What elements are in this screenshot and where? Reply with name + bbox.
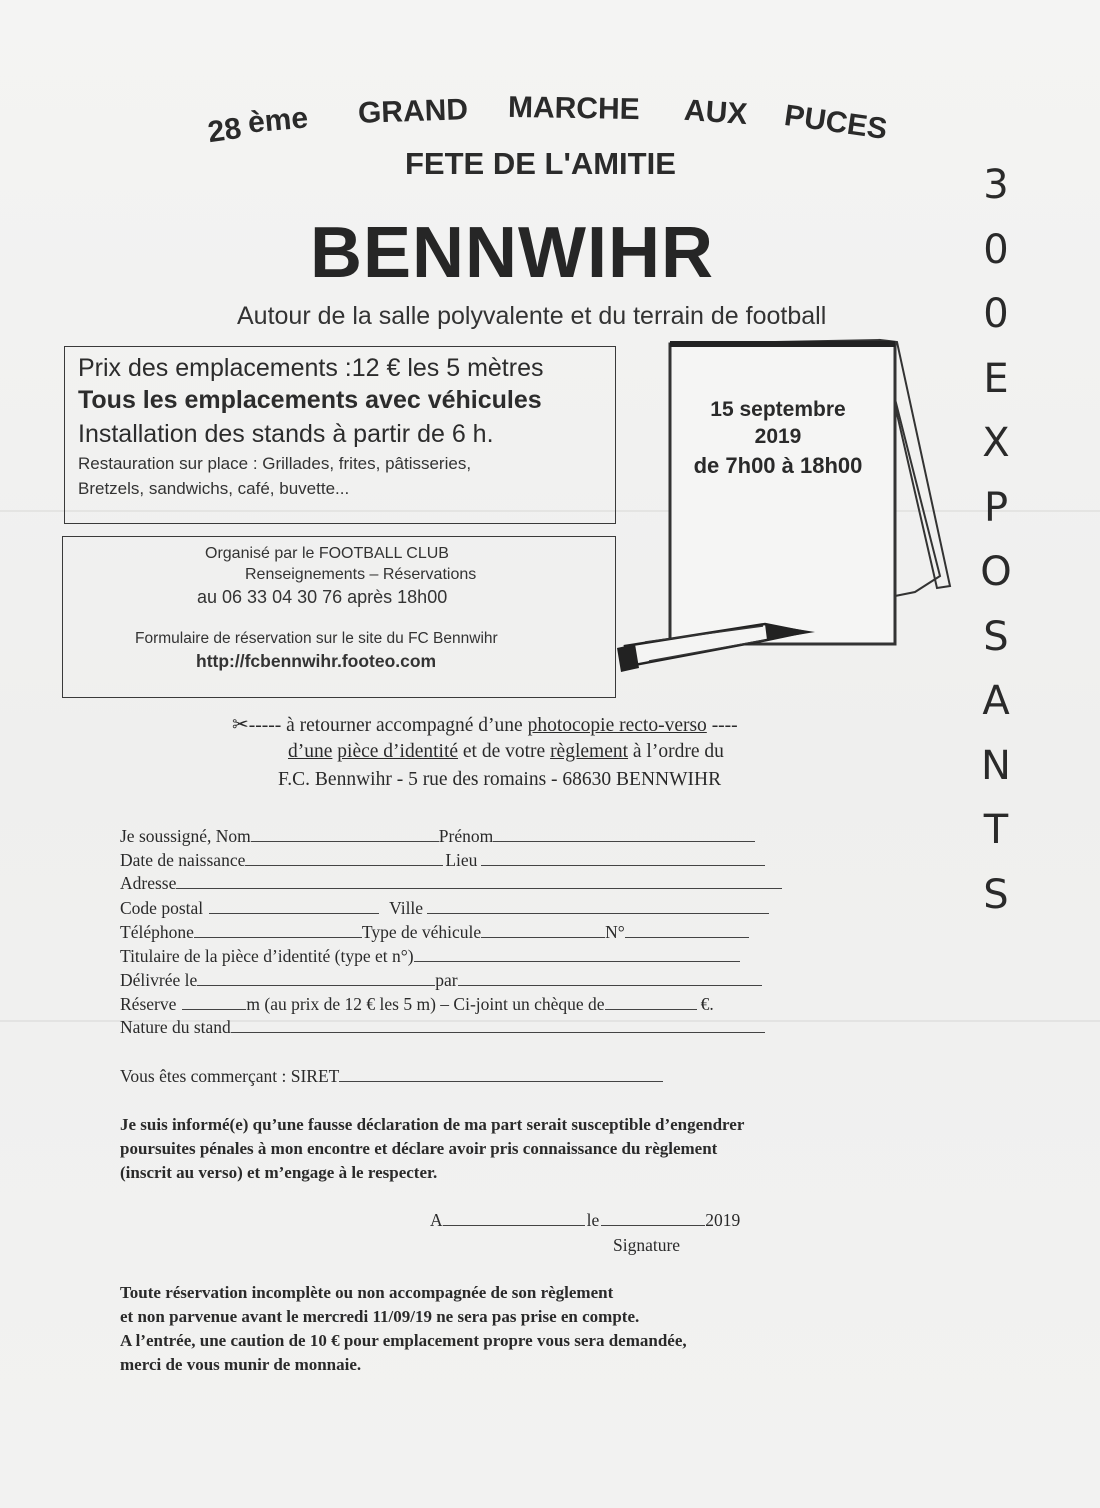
title-word: AUX <box>682 93 749 132</box>
banner-letter: T <box>983 807 1009 853</box>
form-row-address <box>120 873 782 894</box>
siret-field[interactable] <box>339 1067 663 1082</box>
town-name: BENNWIHR <box>310 213 714 293</box>
info-line: Renseignements – Réservations <box>245 566 477 583</box>
form-row-issued <box>120 970 762 991</box>
form-row-id <box>120 946 740 967</box>
name-field[interactable] <box>251 827 439 842</box>
website-link[interactable]: http://fcbennwihr.footeo.com <box>196 651 437 671</box>
vehicles-line: Tous les emplacements avec véhicules <box>78 386 542 414</box>
signature-row <box>430 1210 740 1231</box>
title-word: ème <box>246 101 310 140</box>
banner-letter: A <box>982 678 1010 724</box>
banner-letter: O <box>980 549 1012 595</box>
event-date: 15 septembre <box>710 398 846 421</box>
scissors-icon: ✂ <box>232 712 249 736</box>
id-text: et de votre <box>462 741 546 762</box>
reserve-text: m (au prix de 12 € les 5 m) – Ci-joint un chèque de <box>246 994 605 1014</box>
city-field[interactable] <box>427 899 769 914</box>
phone-field[interactable] <box>194 923 362 938</box>
footer-notice <box>120 1281 687 1377</box>
declaration <box>120 1113 744 1185</box>
banner-letter: X <box>982 420 1010 466</box>
notebook-illustration <box>615 336 955 676</box>
id-text: à l’ordre du <box>632 741 724 762</box>
siret-label: Vous êtes commerçant : SIRET <box>120 1066 340 1086</box>
install-line: Installation des stands à partir de 6 h. <box>78 420 494 448</box>
banner-letter: 3 <box>983 162 1009 208</box>
title-word: 28 <box>205 111 244 150</box>
name-label: Je soussigné, Nom <box>120 826 251 846</box>
banner-letter: 0 <box>983 226 1009 273</box>
nature-field[interactable] <box>231 1018 765 1033</box>
birthdate-label: Date de naissance <box>120 850 246 870</box>
photocopy-text: photocopie recto-verso <box>527 715 707 736</box>
banner-letter: S <box>983 871 1009 918</box>
form-row-siret <box>120 1066 663 1087</box>
footer-line: merci de vous munir de monnaie. <box>120 1355 362 1374</box>
signature-year: 2019 <box>705 1210 741 1230</box>
signature-label: Signature <box>613 1235 681 1255</box>
firstname-label: Prénom <box>438 826 494 846</box>
cut-line <box>232 712 738 737</box>
cut-text: ----- à retourner accompagné d’une <box>248 715 523 736</box>
footer-line: A l’entrée, une caution de 10 € pour emplacement propre vous sera demandée, <box>120 1331 687 1350</box>
reserve-meters-field[interactable] <box>182 995 246 1010</box>
declaration-line: (inscrit au verso) et m’engage à le respecter. <box>120 1163 438 1182</box>
birthplace-label: Lieu <box>445 850 478 870</box>
issued-by-field[interactable] <box>458 971 762 986</box>
event-location: Autour de la salle polyvalente et du terrain de football <box>237 302 827 330</box>
city-label: Ville <box>389 898 424 918</box>
postcode-label: Code postal <box>120 898 204 918</box>
pencil-icon <box>617 624 815 672</box>
vehicle-type-field[interactable] <box>481 923 605 938</box>
address-field[interactable] <box>176 874 782 889</box>
id-text: règlement <box>550 741 629 762</box>
club-address: F.C. Bennwihr - 5 rue des romains - 68630 BENNWIHR <box>278 769 722 790</box>
form-row-nature <box>120 1017 765 1038</box>
price-line: Prix des emplacements :12 € les 5 mètres <box>78 354 544 382</box>
exhibitors-banner <box>978 162 1014 936</box>
id-holder-field[interactable] <box>414 947 740 962</box>
id-holder-label: Titulaire de la pièce d’identité (type et n°) <box>120 946 414 966</box>
footer-line: Toute réservation incomplète ou non accompagnée de son règlement <box>120 1283 614 1302</box>
id-text: pièce d’identité <box>337 741 459 762</box>
address-label: Adresse <box>120 873 177 893</box>
form-row-name <box>120 826 755 847</box>
birthdate-field[interactable] <box>245 851 443 866</box>
title-word: PUCES <box>782 98 890 147</box>
issued-field[interactable] <box>197 971 435 986</box>
banner-letter: P <box>983 484 1009 531</box>
banner-letter: S <box>983 613 1009 660</box>
declaration-line: poursuites pénales à mon encontre et déclare avoir pris connaissance du règlement <box>120 1139 718 1158</box>
food-line: Restauration sur place : Grillades, frites, pâtisseries, <box>78 454 472 473</box>
footer-line: et non parvenue avant le mercredi 11/09/19 ne sera pas prise en compte. <box>120 1307 640 1326</box>
postcode-field[interactable] <box>209 899 379 914</box>
nature-label: Nature du stand <box>120 1017 231 1037</box>
form-note: Formulaire de réservation sur le site du FC Bennwihr <box>135 630 498 647</box>
date-label: le <box>586 1210 600 1230</box>
date-field[interactable] <box>601 1211 705 1226</box>
vehicle-no-field[interactable] <box>625 923 749 938</box>
event-year: 2019 <box>754 425 802 448</box>
birthplace-field[interactable] <box>481 851 765 866</box>
food-line: Bretzels, sandwichs, café, buvette... <box>78 479 350 498</box>
firstname-field[interactable] <box>493 827 755 842</box>
place-label: A <box>430 1210 443 1230</box>
title-word: GRAND <box>357 93 469 130</box>
issued-by-label: par <box>435 970 458 990</box>
issued-label: Délivrée le <box>120 970 198 990</box>
declaration-line: Je suis informé(e) qu’une fausse déclaration de ma part serait susceptible d’engendrer <box>120 1115 745 1134</box>
vehicle-no-label: N° <box>605 922 625 942</box>
event-subtitle: FETE DE L'AMITIE <box>405 146 676 181</box>
form-row-birth <box>120 850 765 871</box>
phone-line: au 06 33 04 30 76 après 18h00 <box>197 587 448 607</box>
form-row-reserve <box>120 994 714 1015</box>
place-field[interactable] <box>443 1211 585 1226</box>
banner-letter: N <box>981 742 1011 789</box>
euro-label: €. <box>700 994 714 1014</box>
vehicle-type-label: Type de véhicule <box>361 922 482 942</box>
cheque-amount-field[interactable] <box>605 995 697 1010</box>
event-hours: de 7h00 à 18h00 <box>693 453 863 478</box>
id-line <box>288 741 724 763</box>
cut-dashes: ---- <box>711 715 738 736</box>
id-text: d’une <box>288 741 333 762</box>
form-row-phone <box>120 922 749 943</box>
title-word: MARCHE <box>507 90 640 127</box>
event-title <box>200 92 920 152</box>
banner-letter: 0 <box>983 291 1009 337</box>
reserve-label: Réserve <box>120 994 177 1014</box>
form-row-city <box>120 898 769 919</box>
organizer-line: Organisé par le FOOTBALL CLUB <box>205 545 449 562</box>
banner-letter: E <box>983 355 1009 402</box>
phone-label: Téléphone <box>120 922 194 942</box>
